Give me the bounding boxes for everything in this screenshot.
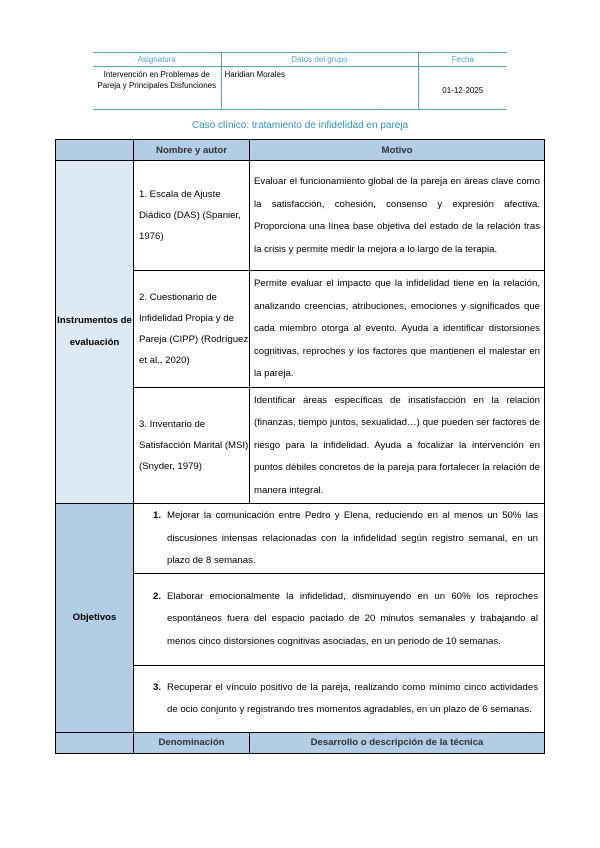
instrument-name: 1. Escala de Ajuste Diádico (DAS) (Spanier, 1976) xyxy=(134,161,250,271)
instrument-reason: Identificar áreas específicas de insatisfacción en la relación (finanzas, tiempo juntos, sexualidad…) que pueden ser factores de riesgo para la infidelidad. Ayuda a focalizar la intervención en puntos débiles concretos de la pareja para fortalecer la relación de manera integral. xyxy=(250,387,545,504)
col-name-header: Nombre y autor xyxy=(134,140,250,161)
header-col-subject: Asignatura xyxy=(93,53,221,67)
col-reason-header: Motivo xyxy=(250,140,545,161)
header-table xyxy=(93,52,507,110)
case-title: Caso clínico: tratamiento de infidelidad en pareja xyxy=(191,120,409,131)
section-instruments-label: Instrumentos de evaluación xyxy=(56,161,134,504)
objective-item xyxy=(134,504,545,574)
instrument-reason: Evaluar el funcionamiento global de la pareja en áreas clave como la satisfacción, cohesión, consenso y expresión afectiva. Proporciona una línea base objetiva del estado de la relación tras la crisis y permite medir la mejora a lo largo de la terapia. xyxy=(250,161,545,271)
subject-value: Intervención en Problemas de Pareja y Principales Disfunciones xyxy=(93,67,221,110)
objective-text: Mejorar la comunicación entre Pedro y Elena, reduciendo en al menos un 50% las discusiones intensas relacionadas con la infidelidad según registro semanal, en un plazo de 8 semanas. xyxy=(167,510,538,566)
group-value: Haridian Morales xyxy=(221,67,418,110)
instrument-name: 3. Inventario de Satisfacción Marital (MSI) (Snyder, 1979) xyxy=(134,387,250,504)
objective-number: 3. xyxy=(152,681,161,693)
objective-text: Recuperar el vínculo positivo de la pareja, realizando como mínimo cinco actividades de ocio conjunto y registrando tres momentos agradables, en un plazo de 6 semanas. xyxy=(167,681,538,715)
instrument-name: 2. Cuestionario de Infidelidad Propia y de Pareja (CIPP) (Rodríguez et al., 2020) xyxy=(134,271,250,388)
section-objectives-label: Objetivos xyxy=(56,504,134,733)
objective-item xyxy=(134,573,545,665)
instrument-reason: Permite evaluar el impacto que la infidelidad tiene en la relación, analizando creencias, atribuciones, emociones y significados que cada miembro otorga al evento. Ayuda a identificar distorsiones cognitivas, reproches y los factores que mantienen el malestar en la pareja. xyxy=(250,271,545,388)
date-value: 01-12-2025 xyxy=(418,67,507,110)
objective-number: 2. xyxy=(152,590,161,602)
corner-cell-bottom xyxy=(56,732,134,753)
objective-number: 1. xyxy=(152,510,161,521)
col-technique-header: Desarrollo o descripción de la técnica xyxy=(250,732,545,753)
plan-table xyxy=(55,139,545,754)
header-col-group: Datos del grupo xyxy=(221,53,418,67)
objective-text: Elaborar emocionalmente la infidelidad, disminuyendo en un 60% los reproches espontáneos fuera del espacio pactado de 20 minutos semanales y trabajando al menos cinco distorsiones cognitivas asociadas, en un periodo de 10 semanas. xyxy=(167,590,538,647)
objective-item xyxy=(134,665,545,732)
corner-cell xyxy=(56,140,134,161)
header-col-date: Fecha xyxy=(418,53,507,67)
col-denomination-header: Denominación xyxy=(134,732,250,753)
